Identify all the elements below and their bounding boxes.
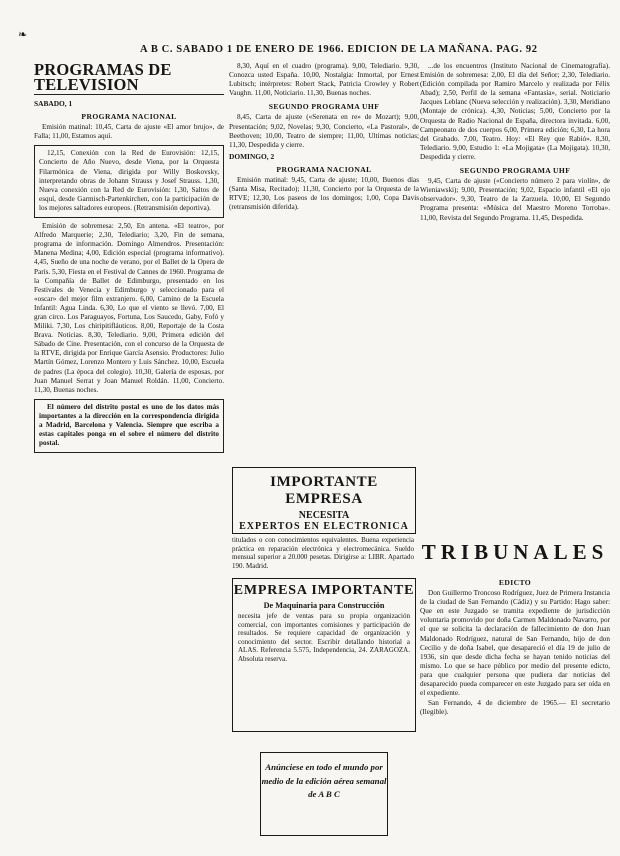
paragraph: Don Guillermo Troncoso Rodríguez, Juez de Primera Instancia de la ciudad de San Fernando (Cádiz) y su Partido: Hago saber: Que en este Juzgado se tramita expediente de jurisdicción voluntaria promovido por doña Carmen Maldonado Navarro, por el que se solicita la declaración de fallecimiento de don Juan Maldonado Rodríguez, natural de San Fernando, hijo de don Cecilio y de doña Isabel, que desapareció el día 19 de julio de 1936, sin que desde dicha fecha se hayan tenido noticias del mismo. Lo que se hace público por medio del presente edicto, para que cualquier persona que pudiera dar noticias del desaparecido pueda comparecer en este Juzgado para ser oída en el expediente. — [420, 589, 610, 698]
edicto-heading: EDICTO — [498, 578, 532, 587]
ad-title: EMPRESA IMPORTANTE — [233, 583, 415, 598]
column-right — [420, 62, 610, 224]
section-title: PROGRAMAS DE TELEVISION — [34, 62, 224, 95]
ad-headline: EXPERTOS EN ELECTRONICA — [239, 521, 409, 532]
paragraph: Emisión de sobremesa: 2,50, En antena. «El teatro», por Alfredo Marquerie; 2,30, Telediario; 3,20, Fin de semana, programa de información. Domingo Almendros. Presentación: Manena Medina; 4,00, Edición especial (programa informativo). 4,45, Sueño de una noche de verano, por el Ballet de la Opera de París. 5,30, Fiesta en el Festival de Cannes de 1960. Programa de la Compañía de Ballet de Edimburgo, presentado en los Festivales de Venecia y Edimburgo y seleccionado para el «oscar» del mejor film extranjero. 6,00, Camino de la Escuela Infantil: Agua Linda. 6,30, Lo que el viento se llevó. 7,00, El gran circo. Los Paraguayos, Fortuna, Los Saucedo, Gaby, Fofó y Miliki. 7,30, Los chiripitifláuticos. 8,00, Reportaje de la Costa Brava. Noticias. 8,30, Telediario. 9,00, Primera edición del Sábado de Cine. Presentación, con el concurso de la Orquesta de la RTVE, dirigida por Enrique García Asensio. Productores: Julio Martín Gómez, Lorenzo Montero y Luis Sánchez. 10,00, Escuela de padres (La época del colegio). 10,30, Galería de esposas, por Juan Manuel Serrat y Joan Manuel Roldán. 11,00, Concierto. 11,30, Buenas noches. — [34, 222, 224, 394]
ad-text: Anúnciese en todo el mundo por medio de la edición aérea semanal de A B C — [261, 762, 387, 799]
column-tv-programs — [34, 62, 224, 457]
postal-notice — [34, 399, 224, 453]
page-corner-mark: ❧ — [18, 29, 28, 41]
program-heading: SEGUNDO PROGRAMA UHF — [459, 166, 571, 176]
day-heading: DOMINGO, 2 — [229, 151, 275, 161]
ad-subtitle: NECESITA — [298, 510, 350, 521]
day-heading: SABADO, 1 — [34, 99, 73, 108]
classified-ad-electronics — [232, 467, 416, 534]
ad-subtitle: De Maquinaria para Construcción — [263, 601, 385, 610]
program-heading: SEGUNDO PROGRAMA UHF — [268, 102, 380, 112]
paragraph: Emisión matinal: 9,45, Carta de ajuste; 10,00, Buenos días (Santa Misa, Recitado); 11,30, Concierto por la Orquesta de la RTVE; 12,30, Los paseos de los domingos; 1,00, Copa Davis (retransmisión diferida). — [229, 176, 419, 212]
ad-body: necesita jefe de ventas para su propia organización comercial, con importantes comisiones y participación de resultados. Se requiere capacidad de organización y conocimiento del sector. Escribir detallando historial a ALAS. Referencia 5.575, Independencia, 24. ZARAGOZA. Absoluta reserva. — [238, 612, 410, 663]
paragraph: 9,45, Carta de ajuste («Concierto número 2 para violín», de Wieniawski); 9,00, Presentación; 9,02, Espacio infantil «El ojo observador». 9,30, Teatro de la Zarzuela. 10,00, El Segundo Programa presenta: «Música del Maestro Moreno Torroba». 11,00, Revista del Segundo Programa. 11,45, Despedida. — [420, 177, 610, 222]
paragraph: Emisión matinal: 10,45, Carta de ajuste «El amor brujo», de Falla; 11,00, Estamos aquí. — [34, 123, 224, 141]
program-heading: PROGRAMA NACIONAL — [276, 164, 372, 174]
page-header: A B C. SABADO 1 DE ENERO DE 1966. EDICION DE LA MAÑANA. PAG. 92 — [140, 44, 538, 55]
paragraph: El número del distrito postal es uno de los datos más importantes a la dirección en la correspondencia dirigida a Madrid, Barcelona y Valencia. Siempre que escriba a estas capitales ponga en el sobre el número del distrito postal. — [39, 402, 219, 448]
paragraph: ...de los encuentros (Instituto Nacional de Cinematografía). Emisión de sobremesa: 2,00, El día del Señor; 2,30, Telediario. (Edición compilada por Ramiro Marcelo y realizada por Félix Abad); 2,50, Perfil de la semana «Fantasía», serial. Noticiario Jacques Leblanc (Nueva selección y realización). 3,30, Meridiano (Montaje de crónica). 4,30, Noticias; 5,00, Concierto por la Orquesta de Radio Nacional de España, directora invitada. 6,00, Campeonato de dos cuerpos 6,00, Primera edición; 6,30, La hora del Grabado. 7,00, Teatro. Hoy: «El Rey que Rabió». 8,30, Telediario. 9,00, Estudio 1: «La Mojigata» (La Mojigata). 10,30, Despedida y cierre. — [420, 62, 610, 161]
paragraph: 8,45, Carta de ajuste («Serenata en re» de Mozart); 9,00, Presentación; 9,02, Novelas; 9,30, Concierto, «La Pastoral», de Beethoven; 10,00, Teatro de siempre; 11,00, Ultimas noticias; 11,30, Despedida y cierre. — [229, 113, 419, 149]
signature-line: San Fernando, 4 de diciembre de 1965.— El secretario (Ilegible). — [420, 699, 610, 717]
classified-ad-machinery — [232, 578, 416, 732]
column-tribunales — [420, 574, 610, 718]
program-heading: PROGRAMA NACIONAL — [81, 112, 177, 122]
boxed-paragraph — [34, 145, 224, 218]
paragraph: 12,15, Conexión con la Red de Eurovisión: 12,15, Concierto de Año Nuevo, desde Viena, por la Orquesta Filarmónica de Viena, dirigida por Willy Boskovsky, interpretando obras de Johann Strauss y Josef Strauss. 1,30, Nueva conexión con la Red de Eurovisión: 1,30, Saltos de esquí, desde Garmisch-Partenkirchen, con la participación de los mejores saltadores europeos. (Retransmisión deportiva). — [39, 149, 219, 212]
ad-body: titulados o con conocimientos equivalentes. Buena experiencia práctica en reparación electrónica y electromecánica. Sueldo mensual superior a 20.000 pesetas. Dirigirse a: LIBR. Apartado 190. Madrid. — [232, 536, 414, 570]
paragraph: 8,30, Aquí en el cuadro (programa). 9,00, Telediario. 9,30, Conozca usted España. 10,00, Nostalgia: Inmortal, por Ernest Lubitsch; intérpretes: Robert Stack, Patricia Crowley y Robert Vaughn. 11,00, Noticiario. 11,30, Buenas noches. — [229, 62, 419, 98]
tribunales-heading: TRIBUNALES — [421, 540, 609, 564]
ad-title: IMPORTANTE EMPRESA — [270, 474, 378, 507]
abc-promo-ad — [260, 752, 388, 836]
column-middle — [229, 62, 419, 213]
